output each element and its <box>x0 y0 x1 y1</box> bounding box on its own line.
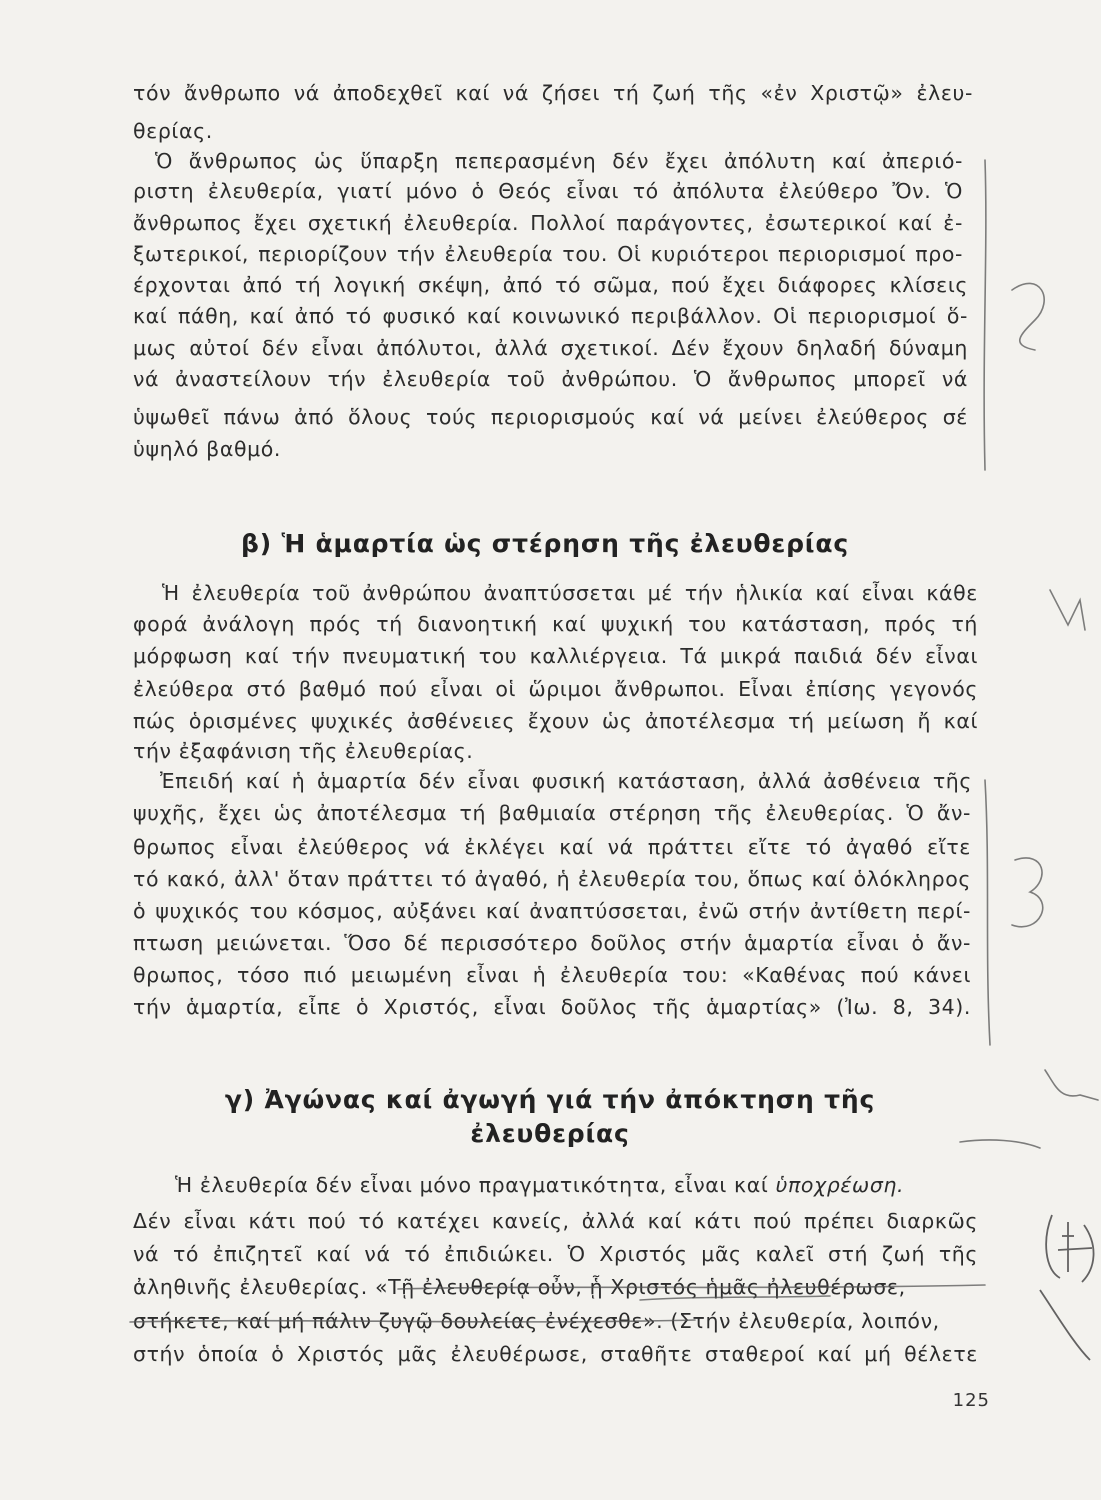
section-heading-c-line1: γ) Ἀγώνας καί ἀγωγή γιά τήν ἀπόκτηση τῆς <box>224 1085 876 1114</box>
text-line: έρχονται ἀπό τή λογική σκέψη, ἀπό τό σῶμα, πού ἔχει διάφορες κλίσεις <box>133 273 968 297</box>
text-line: ὑψωθεῖ πάνω ἀπό ὅλους τούς περιορισμούς καί νά μείνει ἐλεύθερος σέ <box>133 405 968 429</box>
text-line: στήν ὁποία ὁ Χριστός μᾶς ἐλευθέρωσε, σταθῆτε σταθεροί καί μή θέλετε <box>133 1342 978 1366</box>
text-span: ἀληθινῆς ἐλευθερίας. <box>133 1275 376 1299</box>
text-line: Ἡ ἐλευθερία τοῦ ἀνθρώπου ἀναπτύσσεται μέ τήν ἡλικία καί εἶναι κάθε <box>162 581 978 605</box>
page-number: 125 <box>952 1390 990 1411</box>
margin-scribble <box>1045 1070 1098 1100</box>
text-line: πώς ὁρισμένες ψυχικές ἀσθένειες ἔχουν ὡς ἀποτέλεσμα τή μείωση ἤ καί <box>133 709 978 733</box>
text-line: ὁ ψυχικός του κόσμος, αὐξάνει καί ἀναπτύσσεται, ἐνῶ στήν ἀντίθετη περί- <box>133 899 971 923</box>
text-line: ἄνθρωπος ἔχει σχετική ἐλευθερία. Πολλοί παράγοντες, ἐσωτερικοί καί ἐ- <box>133 211 963 235</box>
text-line: τήν ἁμαρτία, εἶπε ὁ Χριστός, εἶναι δοῦλος τῆς ἁμαρτίας» (Ἰω. 8, 34). <box>133 995 971 1019</box>
text-line: ριστη ἐλευθερία, γιατί μόνο ὁ Θεός εἶναι τό ἀπόλυτα ἐλεύθερο Ὄν. Ὁ <box>133 179 963 203</box>
text-line <box>133 1308 978 1334</box>
text-line: νά ἀναστείλουν τήν ἐλευθερία τοῦ ἀνθρώπου. Ὁ ἄνθρωπος μπορεῖ νά <box>133 367 968 391</box>
emphasis-obligation: ὑποχρέωση. <box>775 1173 905 1197</box>
text-line: νά τό ἐπιζητεῖ καί νά τό ἐπιδιώκει. Ὁ Χριστός μᾶς καλεῖ στή ζωή τῆς <box>133 1242 978 1266</box>
text-span: . (Στήν ἐλευθερία, λοιπόν, <box>656 1309 940 1333</box>
margin-mark-2 <box>1012 283 1044 350</box>
text-line <box>175 1172 975 1198</box>
section-heading-b: β) Ἡ ἁμαρτία ὡς στέρηση τῆς ἐλευθερίας <box>241 529 849 558</box>
text-line: Δέν εἶναι κάτι πού τό κατέχει κανείς, ἀλλά καί κάτι πού πρέπει διαρκῶς <box>133 1209 978 1233</box>
text-line: θρωπος, τόσο πιό μειωμένη εἶναι ἡ ἐλευθερία του: «Καθένας πού κάνει <box>133 963 971 987</box>
text-line <box>133 1274 978 1300</box>
margin-bracket-1 <box>984 160 986 470</box>
text-line: ψυχῆς, ἔχει ὡς ἀποτέλεσμα τή βαθμιαία στέρηση τῆς ἐλευθερίας. Ὁ ἄν- <box>133 801 971 825</box>
text-line: ὑψηλό βαθμό. <box>133 437 282 461</box>
text-line: ἐλεύθερα στό βαθμό πού εἶναι οἱ ὥριμοι ἄνθρωποι. Εἶναι ἐπίσης γεγονός <box>133 677 978 701</box>
text-line: θρωπος εἶναι ἐλεύθερος νά ἐκλέγει καί νά πράττει εἴτε τό ἀγαθό εἴτε <box>133 835 971 859</box>
text-line: καί πάθη, καί ἀπό τό φυσικό καί κοινωνικό περιβάλλον. Οἱ περιορισμοί ὅ- <box>133 304 968 328</box>
text-line: φορά ἀνάλογη πρός τή διανοητική καί ψυχική του κατάσταση, πρός τή <box>133 612 978 636</box>
heading-underline-mark <box>960 1140 1040 1148</box>
text-line: Ὁ ἄνθρωπος ὡς ὕπαρξη πεπερασμένη δέν ἔχει ἀπόλυτη καί ἀπεριό- <box>155 149 963 173</box>
margin-bracket-2 <box>985 780 990 1045</box>
text-line: τόν ἄνθρωπο νά ἀποδεχθεῖ καί νά ζήσει τή ζωή τῆς «ἐν Χριστῷ» ἐλευ- <box>133 81 973 105</box>
text-line: μόρφωση καί τήν πνευματική του καλλιέργεια. Τά μικρά παιδιά δέν εἶναι <box>133 644 978 668</box>
margin-mark-3 <box>1012 858 1043 927</box>
text-line: ξωτερικοί, περιορίζουν τήν ἐλευθερία του. Οἱ κυριότεροι περιορισμοί προ- <box>133 242 963 266</box>
text-line: μως αὐτοί δέν εἶναι ἀπόλυτοι, ἀλλά σχετικοί. Δέν ἔχουν δηλαδή δύναμη <box>133 336 968 360</box>
text-line: τήν ἐξαφάνιση τῆς ἐλευθερίας. <box>133 739 474 763</box>
text-line: θερίας. <box>133 119 213 143</box>
margin-squiggle <box>1050 590 1085 630</box>
text-line: πτωση μειώνεται. Ὅσο δέ περισσότερο δοῦλος στήν ἁμαρτία εἶναι ὁ ἄν- <box>133 931 971 955</box>
text-line: Ἐπειδή καί ἡ ἁμαρτία δέν εἶναι φυσική κατάσταση, ἀλλά ἀσθένεια τῆς <box>160 769 972 793</box>
text-span: Ἡ ἐλευθερία δέν εἶναι μόνο πραγματικότητα, εἶναι καί <box>175 1173 776 1197</box>
text-line: τό κακό, ἀλλ' ὅταν πράττει τό ἀγαθό, ἡ ἐλευθερία του, ὅπως καί ὁλόκληρος <box>133 867 971 891</box>
struck-quotation: «Τῇ ἐλευθερίᾳ οὖν, ᾗ Χριστός ἡμᾶς ἠλευθέρωσε, <box>375 1275 906 1299</box>
struck-quotation: στήκετε, καί μή πάλιν ζυγῷ δουλείας ἐνέχεσθε» <box>133 1309 657 1333</box>
section-heading-c-line2: ἐλευθερίας <box>470 1119 630 1148</box>
